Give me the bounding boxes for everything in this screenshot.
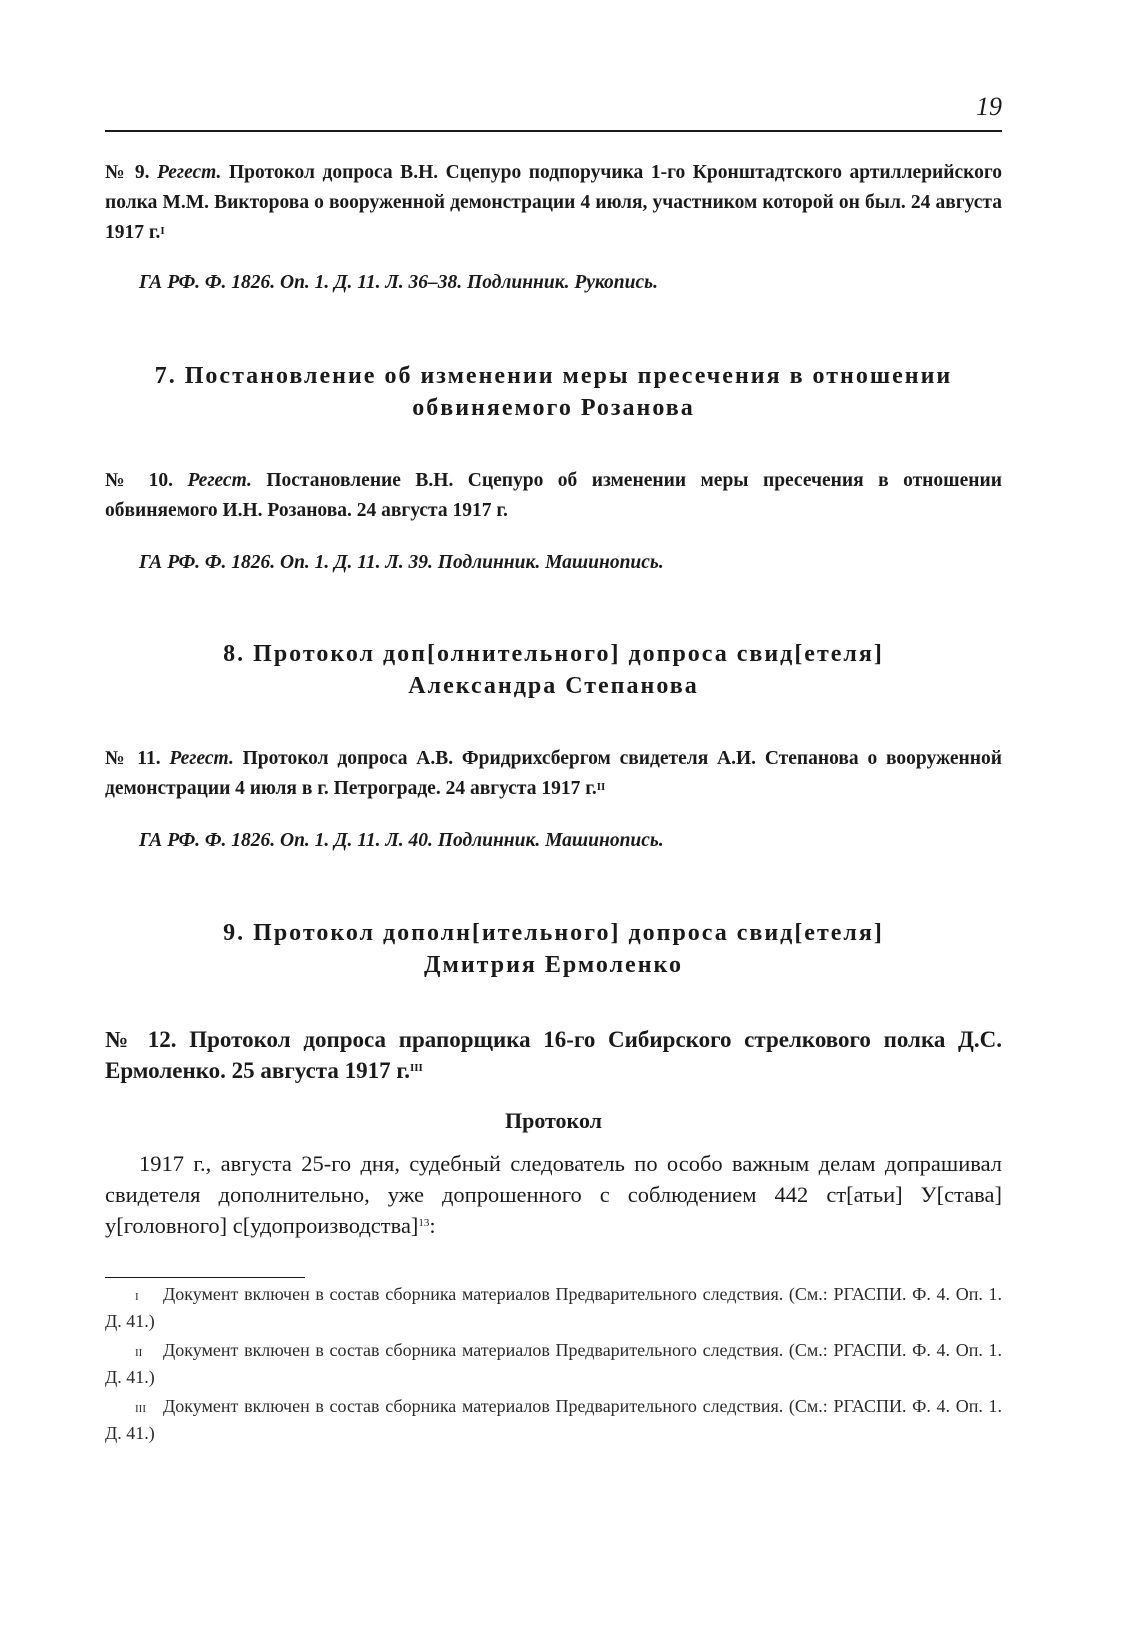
footnote-2-text: Документ включен в состав сборника материалов Предварительного следствия. (См.: РГАСПИ. Ф. 4. Оп. 1. Д. 41.) [105, 1340, 1002, 1387]
footnote-3-mark: III [135, 1403, 146, 1415]
entry-9-text: Протокол допроса В.Н. Сцепуро подпоручика 1-го Кронштадтского артиллерийского полка М.М. Викторова о вооруженной демонстрации 4 июля, участником которой он был. 24 августа 1917 г. [105, 162, 1003, 243]
page-number: 19 [976, 92, 1002, 121]
archive-ref-11: ГА РФ. Ф. 1826. Оп. 1. Д. 11. Л. 40. Подлинник. Машинопись. [139, 830, 664, 851]
footnote-2-mark: II [135, 1347, 143, 1359]
section-heading-9 [105, 917, 1002, 981]
entry-9-note: I [160, 225, 165, 237]
protocol-body-note: 13 [418, 1217, 430, 1229]
entry-12-note: III [409, 1062, 423, 1074]
entry-11-number: № 11. [105, 748, 161, 769]
footnote-3 [105, 1393, 1002, 1447]
footnote-3-text: Документ включен в состав сборника материалов Предварительного следствия. (См.: РГАСПИ. Ф. 4. Оп. 1. Д. 41.) [105, 1396, 1002, 1443]
entry-9-number: № 9. [105, 162, 150, 183]
heading-9-line-2: Дмитрия Ермоленко [423, 952, 684, 978]
entry-11-regest: Регест. [169, 748, 234, 769]
entry-12 [105, 1024, 1002, 1086]
archive-ref-10: ГА РФ. Ф. 1826. Оп. 1. Д. 11. Л. 39. Подлинник. Машинопись. [139, 552, 664, 573]
heading-9-line-1: 9. Протокол дополн[ительного] допроса свид[етеля] [223, 920, 884, 946]
footnote-1 [105, 1281, 1002, 1335]
entry-10-regest: Регест. [187, 470, 252, 491]
entry-10-number: № 10. [105, 470, 173, 491]
entry-9-regest: Регест. [157, 162, 222, 183]
protocol-body-tail: : [429, 1213, 436, 1238]
entry-10 [105, 466, 1002, 526]
section-heading-8 [105, 638, 1002, 702]
heading-8-line-1: 8. Протокол доп[олнительного] допроса свид[етеля] [223, 641, 884, 667]
entry-11-note: II [596, 781, 606, 793]
heading-7-line-2: обвиняемого Розанова [412, 395, 695, 421]
footnote-1-mark: I [135, 1291, 139, 1303]
footnote-2 [105, 1337, 1002, 1391]
entry-9 [105, 158, 1002, 248]
protocol-body [105, 1148, 1002, 1241]
footnote-1-text: Документ включен в состав сборника материалов Предварительного следствия. (См.: РГАСПИ. Ф. 4. Оп. 1. Д. 41.) [105, 1284, 1002, 1331]
heading-7-line-1: 7. Постановление об изменении меры пресечения в отношении [154, 363, 953, 389]
section-heading-7 [105, 360, 1002, 424]
entry-11 [105, 744, 1002, 804]
protocol-title: Протокол [504, 1108, 602, 1133]
heading-8-line-2: Александра Степанова [408, 673, 699, 699]
entry-11-text: Протокол допроса А.В. Фридрихсбергом свидетеля А.И. Степанова о вооруженной демонстрации 4 июля в г. Петрограде. 24 августа 1917 г. [105, 748, 1002, 799]
entry-12-text: № 12. Протокол допроса прапорщика 16-го Сибирского стрелкового полка Д.С. Ермоленко. 25 августа 1917 г. [105, 1027, 1002, 1083]
header-rule [105, 130, 1002, 132]
entry-10-text: Постановление В.Н. Сцепуро об изменении меры пресечения в отношении обвиняемого И.Н. Розанова. 24 августа 1917 г. [105, 470, 1002, 521]
archive-ref-9: ГА РФ. Ф. 1826. Оп. 1. Д. 11. Л. 36–38. Подлинник. Рукопись. [139, 272, 658, 293]
footnote-rule [105, 1277, 305, 1278]
protocol-body-text: 1917 г., августа 25-го дня, судебный следователь по особо важным делам допрашивал свидетеля дополнительно, уже допрошенного с соблюдением 442 ст[атьи] У[става] у[головного] с[удопроизводства] [105, 1151, 1002, 1238]
